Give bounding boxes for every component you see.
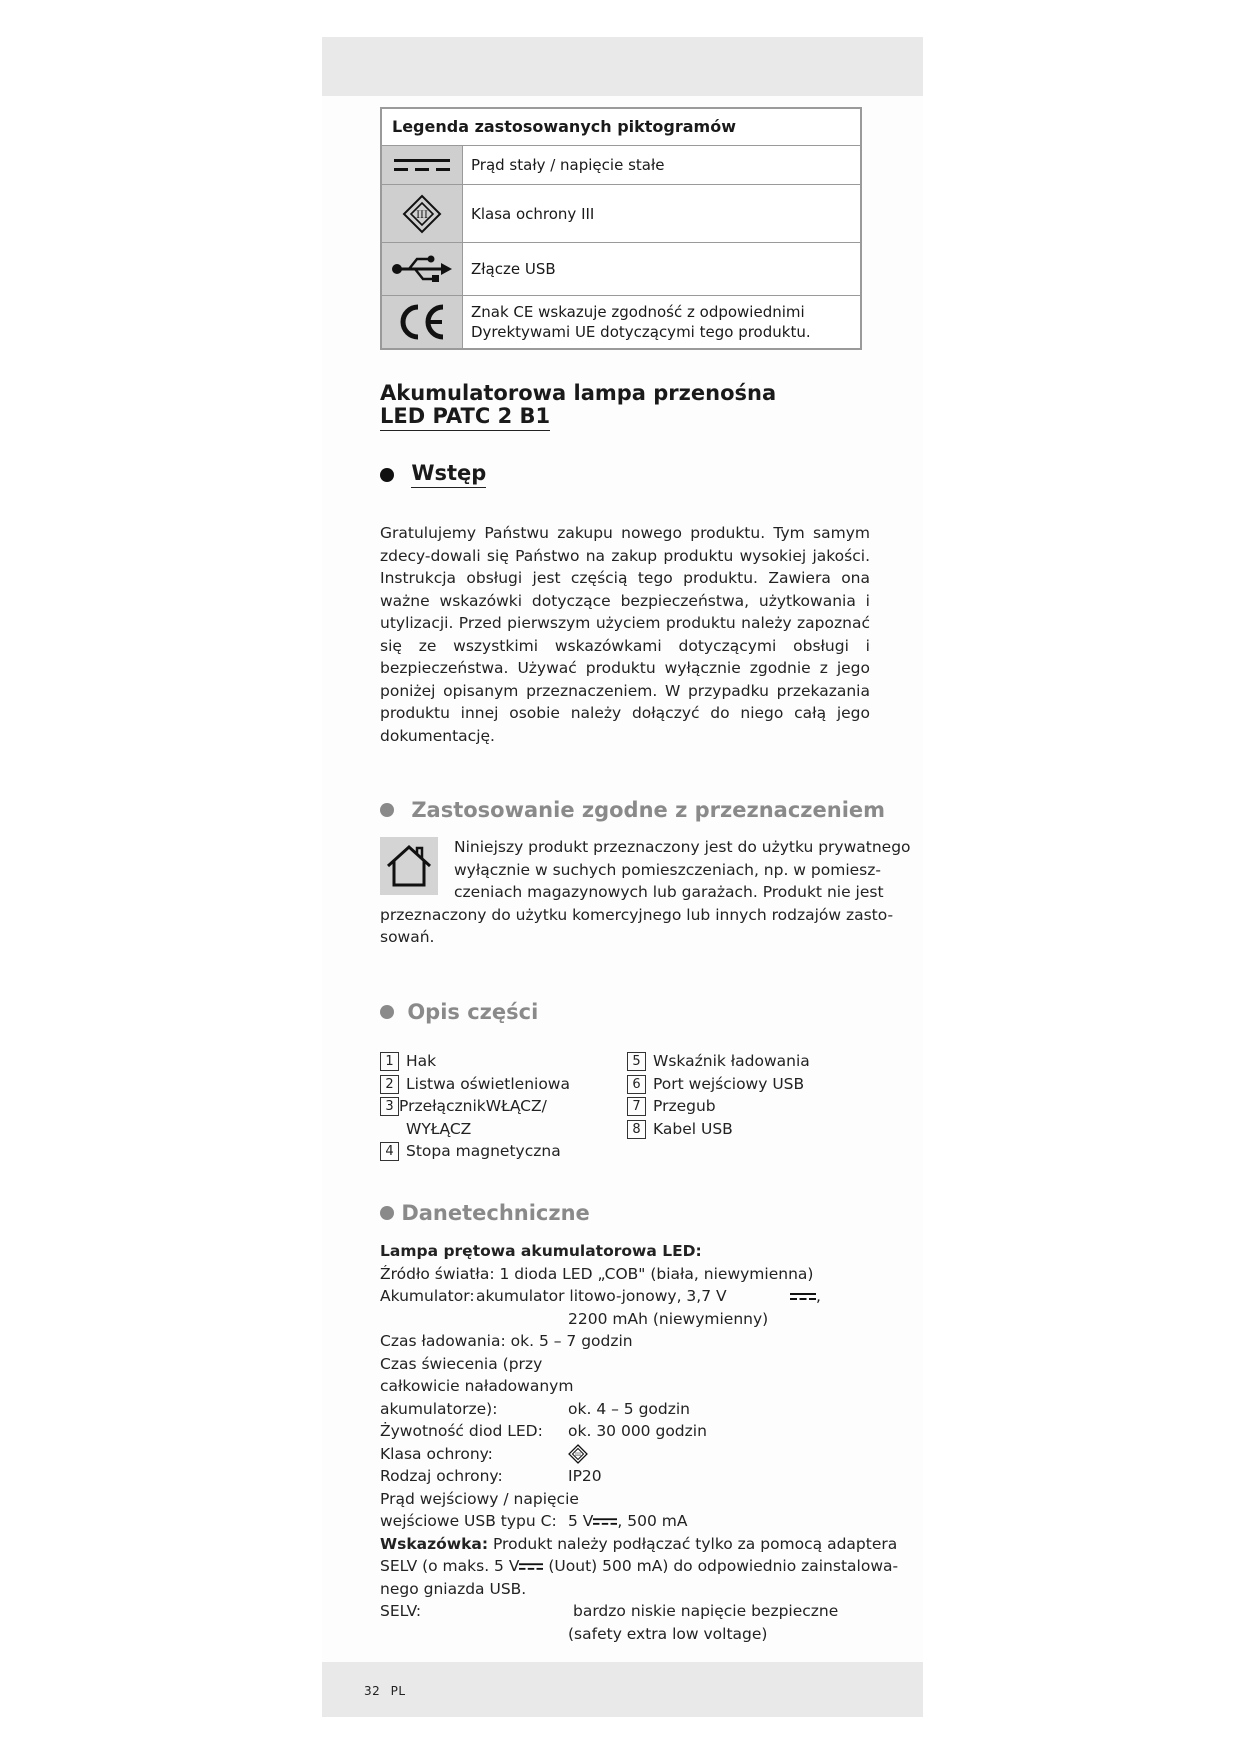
part-number: 6 <box>627 1075 646 1094</box>
usage-line: przeznaczony do użytku komercyjnego lub innych rodzajów zasto- <box>380 905 894 924</box>
part-label: Przegub <box>653 1097 716 1115</box>
bullet-icon <box>380 1206 394 1220</box>
usage-line: wyłącznie w suchych pomieszczeniach, np. w pomiesz- <box>454 860 881 879</box>
list-item <box>380 1073 570 1096</box>
legend-row <box>382 296 860 348</box>
tech-note-label: Wskazówka: <box>380 1534 489 1553</box>
pictogram-legend-table <box>380 107 862 350</box>
tech-label: wejściowe USB typu C: <box>380 1512 557 1530</box>
tech-capacity-row <box>380 1308 880 1331</box>
dc-current-icon <box>790 1292 816 1302</box>
intro-heading <box>380 461 486 488</box>
dc-current-icon <box>593 1517 617 1527</box>
tech-note-text: nego gniazda USB. <box>380 1579 527 1598</box>
svg-text:III: III <box>416 209 428 221</box>
tech-label: SELV: <box>380 1602 422 1620</box>
bullet-icon <box>380 1005 394 1019</box>
tech-subheading: Lampa prętowa akumulatorowa LED: <box>380 1242 702 1260</box>
tech-value: 2200 mAh (niewymienny) <box>568 1309 769 1328</box>
part-number: 4 <box>380 1142 399 1161</box>
intro-text <box>380 522 870 747</box>
tech-input-row <box>380 1510 880 1533</box>
tech-led-life-row <box>380 1420 880 1443</box>
tech-charge-time: Czas ładowania: ok. 5 – 7 godzin <box>380 1332 633 1350</box>
ce-mark-icon <box>382 296 463 348</box>
tech-label: całkowicie naładowanym <box>380 1377 574 1395</box>
legend-row <box>382 185 860 243</box>
tech-value: 5 V <box>568 1512 594 1530</box>
part-label: Hak <box>406 1052 437 1070</box>
language-code: PL <box>390 1684 406 1698</box>
list-item <box>380 1140 570 1163</box>
tech-note-text: SELV (o maks. 5 V <box>380 1557 520 1575</box>
usage-line: czeniach magazynowych lub garażach. Produkt nie jest <box>454 883 884 901</box>
usage-text <box>380 836 911 949</box>
tech-label: akumulatorze): <box>380 1399 498 1418</box>
part-label: Port wejściowy USB <box>653 1074 805 1093</box>
list-item <box>627 1095 810 1118</box>
tech-note-text: (Uout) 500 mA) do odpowiednio zainstalowa- <box>543 1557 899 1575</box>
product-title <box>380 382 776 431</box>
tech-value: , 500 mA <box>617 1512 688 1530</box>
tech-selv-row <box>380 1600 880 1623</box>
part-number: 2 <box>380 1075 399 1094</box>
tech-note-row <box>380 1533 898 1556</box>
page-footer <box>364 1684 406 1698</box>
dc-current-icon <box>382 146 463 184</box>
tech-light-source: Źródło światła: 1 dioda LED „COB" (biała, niewymienna) <box>380 1264 814 1283</box>
footer-band <box>322 1662 923 1717</box>
tech-value: IP20 <box>568 1467 602 1485</box>
tech-value: , <box>816 1287 821 1305</box>
usage-line: Niniejszy produkt przeznaczony jest do użytku prywatnego <box>454 838 911 856</box>
page-number: 32 <box>364 1684 381 1698</box>
legend-text: Znak CE wskazuje zgodność z odpowiednimi Dyrektywami UE dotyczącymi tego produktu. <box>471 303 811 341</box>
legend-text: Złącze USB <box>471 260 556 278</box>
legend-row <box>382 243 860 296</box>
dc-current-icon <box>519 1562 543 1572</box>
tech-label: Akumulator: <box>380 1287 475 1305</box>
part-label: PrzełącznikWŁĄCZ/ <box>399 1097 547 1115</box>
tech-data <box>380 1240 899 1645</box>
list-item <box>627 1050 810 1073</box>
parts-list-right <box>627 1050 810 1140</box>
legend-text: Klasa ochrony III <box>471 204 595 223</box>
svg-text:III: III <box>575 1451 581 1458</box>
list-item <box>380 1095 570 1118</box>
tech-label: Prąd wejściowy / napięcie <box>380 1489 579 1508</box>
part-label: Kabel USB <box>653 1119 733 1138</box>
tech-value: bardzo niskie napięcie bezpieczne <box>573 1602 839 1620</box>
list-item-continuation <box>380 1118 570 1141</box>
bullet-icon <box>380 468 394 482</box>
part-number: 5 <box>627 1052 646 1071</box>
tech-selv-row <box>380 1623 880 1646</box>
tech-glow-row <box>380 1398 880 1421</box>
parts-heading <box>380 999 538 1024</box>
part-number: 1 <box>380 1052 399 1071</box>
tech-value: ok. 30 000 godzin <box>568 1422 707 1440</box>
list-item <box>627 1118 810 1141</box>
legend-text: Prąd stały / napięcie stałe <box>471 156 665 174</box>
part-number: 3 <box>380 1097 399 1116</box>
tech-heading-label: Danetechniczne <box>401 1201 590 1225</box>
tech-label: Klasa ochrony: <box>380 1444 493 1463</box>
part-label: Wskaźnik ładowania <box>653 1052 810 1070</box>
header-band <box>322 37 923 96</box>
part-label: WYŁĄCZ <box>406 1119 472 1138</box>
tech-note-row <box>380 1555 899 1578</box>
parts-list-left <box>380 1050 570 1163</box>
tech-battery-row <box>380 1285 880 1308</box>
tech-battery-dc <box>790 1285 821 1308</box>
parts-heading-label: Opis części <box>407 1000 539 1024</box>
bullet-icon <box>380 803 394 817</box>
list-item <box>627 1073 810 1096</box>
tech-value: ok. 4 – 5 godzin <box>568 1399 690 1418</box>
tech-label: Żywotność diod LED: <box>380 1422 543 1440</box>
tech-value: (safety extra low voltage) <box>568 1624 768 1643</box>
list-item <box>380 1050 570 1073</box>
part-number: 7 <box>627 1097 646 1116</box>
usage-heading-label: Zastosowanie zgodne z przeznaczeniem <box>411 798 886 822</box>
protection-class-iii-icon <box>382 185 463 242</box>
tech-heading <box>380 1200 590 1225</box>
intro-heading-label: Wstęp <box>411 461 486 488</box>
part-label: Stopa magnetyczna <box>406 1142 561 1160</box>
part-label: Listwa oświetleniowa <box>406 1074 570 1093</box>
legend-row <box>382 146 860 185</box>
tech-value: akumulator litowo-jonowy, 3,7 V <box>476 1287 727 1305</box>
usage-heading <box>380 797 885 822</box>
manual-page <box>322 37 923 1717</box>
tech-protection-type-row <box>380 1465 880 1488</box>
tech-label: Czas świecenia (przy <box>380 1354 543 1373</box>
product-name: Akumulatorowa lampa przenośna <box>380 381 777 405</box>
intro-paragraph: Gratulujemy Państwu zakupu nowego produktu. Tym samym zdecy-dowali się Państwo na zakup produktu wysokiej jakości. Instrukcja obsługi jest częścią tego produktu. Zawiera ona ważne wskazówki dotyczące bezpieczeństwa, użytkowania i utylizacji. Przed pierwszym użyciem produktu należy zapoznać się ze wszystkimi wskazówkami dotyczącymi obsługi i bezpieczeństwa. Używać produktu wyłącznie zgodnie z jego poniżej opisanym przeznaczeniem. W przypadku przekazania produktu innej osobie należy dołączyć do niego całą jego dokumentację. <box>380 524 870 745</box>
product-model: LED PATC 2 B1 <box>380 405 550 431</box>
usage-line: sowań. <box>380 928 435 946</box>
legend-title: Legenda zastosowanych piktogramów <box>382 109 860 146</box>
tech-label: Rodzaj ochrony: <box>380 1467 503 1485</box>
tech-note-text: Produkt należy podłączać tylko za pomocą adaptera <box>488 1534 898 1553</box>
tech-protection-class-row <box>380 1443 880 1466</box>
part-number: 8 <box>627 1120 646 1139</box>
usb-icon <box>382 243 463 295</box>
tech-input-value <box>568 1510 687 1533</box>
